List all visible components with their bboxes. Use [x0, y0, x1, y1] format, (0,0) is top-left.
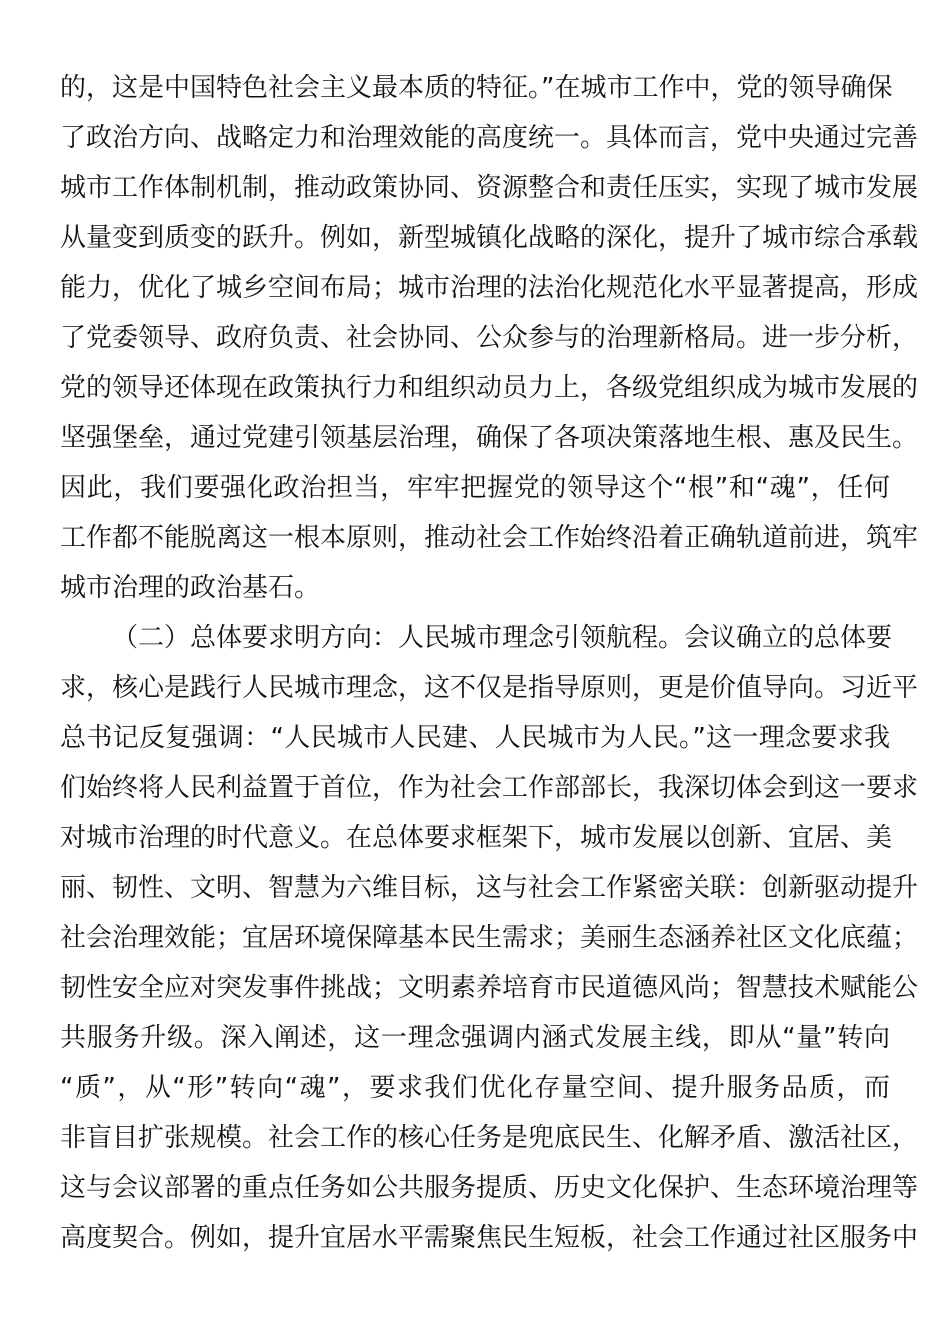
text-line: 党的领导还体现在政策执行力和组织动员力上，各级党组织成为城市发展的: [60, 373, 919, 403]
text-line: 非盲目扩张规模。社会工作的核心任务是兜底民生、化解矛盾、激活社区，: [60, 1123, 919, 1153]
text-line: 的，这是中国特色社会主义最本质的特征。”在城市工作中，党的领导确保: [60, 73, 893, 103]
text-line: 了党委领导、政府负责、社会协同、公众参与的治理新格局。进一步分析，: [60, 323, 919, 353]
text-line: “质”，从“形”转向“魂”，要求我们优化存量空间、提升服务品质，而: [60, 1073, 890, 1103]
section-heading-line: （二）总体要求明方向：人民城市理念引领航程。会议确立的总体要: [112, 623, 893, 653]
text-line: 城市工作体制机制，推动政策协同、资源整合和责任压实，实现了城市发展: [60, 173, 919, 203]
text-line: 总书记反复强调：“人民城市人民建、人民城市为人民。”这一理念要求我: [60, 723, 890, 753]
text-line: 坚强堡垒，通过党建引领基层治理，确保了各项决策落地生根、惠及民生。: [60, 423, 919, 453]
text-line: 这与会议部署的重点任务如公共服务提质、历史文化保护、生态环境治理等: [60, 1173, 919, 1203]
text-line: 韧性安全应对突发事件挑战；文明素养培育市民道德风尚；智慧技术赋能公: [60, 973, 919, 1003]
text-line: 能力，优化了城乡空间布局；城市治理的法治化规范化水平显著提高，形成: [60, 273, 919, 303]
text-line: 高度契合。例如，提升宜居水平需聚焦民生短板，社会工作通过社区服务中: [60, 1223, 919, 1253]
text-line: 了政治方向、战略定力和治理效能的高度统一。具体而言，党中央通过完善: [60, 123, 919, 153]
text-line: 因此，我们要强化政治担当，牢牢把握党的领导这个“根”和“魂”，任何: [60, 473, 890, 503]
text-line: 社会治理效能；宜居环境保障基本民生需求；美丽生态涵养社区文化底蕴；: [60, 923, 919, 953]
text-line: 共服务升级。深入阐述，这一理念强调内涵式发展主线，即从“量”转向: [60, 1023, 890, 1053]
text-line: 求，核心是践行人民城市理念，这不仅是指导原则，更是价值导向。习近平: [60, 673, 919, 703]
text-line: 工作都不能脱离这一根本原则，推动社会工作始终沿着正确轨道前进，筑牢: [60, 523, 919, 553]
text-line: 们始终将人民利益置于首位，作为社会工作部部长，我深切体会到这一要求: [60, 773, 919, 803]
text-line: 对城市治理的时代意义。在总体要求框架下，城市发展以创新、宜居、美: [60, 823, 893, 853]
text-line: 从量变到质变的跃升。例如，新型城镇化战略的深化，提升了城市综合承载: [60, 223, 919, 253]
text-line: 城市治理的政治基石。: [60, 573, 321, 603]
text-line: 丽、韧性、文明、智慧为六维目标，这与社会工作紧密关联：创新驱动提升: [60, 873, 919, 903]
